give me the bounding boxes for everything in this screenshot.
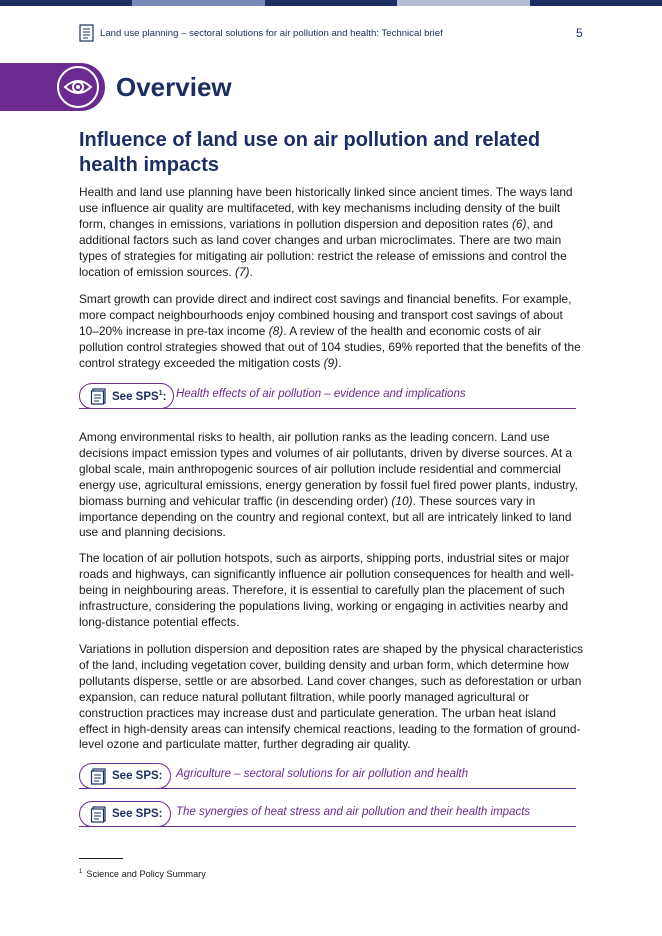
eye-icon — [57, 66, 99, 108]
sps-link[interactable]: The synergies of heat stress and air pollution and their health impacts — [176, 806, 531, 818]
citation: (8) — [268, 323, 284, 338]
sps-reference-agriculture — [79, 763, 576, 789]
footnote: $^1$ Science and Policy Summary — [79, 869, 206, 880]
paragraph-2: Smart growth can provide direct and indirect cost savings and financial benefits. For example, more compact neighbourhoods enjoy combined housing and transport cost savings of about 10–20% increase in pre-tax income (8). A review of the health and economic costs of air pollution control strategies showed that out of 104 studies, 69% reported that the benefits of the control strategy exceeded the mitigation costs (9). — [79, 292, 581, 370]
book-icon — [90, 767, 108, 785]
paragraph-5: Variations in pollution dispersion and deposition rates are shaped by the physical characteristics of the land, including vegetation cover, building density and urban form, which determine how pollutants disperse, settle or are absorbed. Land cover changes, such as deforestation or urban expansion, can reduce natural pollutant filtration, while poorly managed agricultural or construction practices may increase dust and particulate generation. The urban heat island effect in high-density areas can intensify chemical reactions, leading to the formation of ground-level ozone and particulate matter, further degrading air quality. — [79, 642, 584, 752]
top-color-bar — [0, 0, 662, 6]
footnote-rule — [79, 858, 123, 859]
sps-link[interactable]: Agriculture – sectoral solutions for air pollution and health — [176, 768, 469, 780]
sps-label: See SPS: — [112, 770, 163, 782]
citation: (6) — [511, 216, 527, 231]
sps-reference-health-effects — [79, 383, 576, 409]
page-number: 5 — [576, 26, 583, 40]
sps-label: See SPS: — [112, 808, 163, 820]
overview-title: Overview — [116, 72, 232, 102]
paragraph-4: The location of air pollution hotspots, such as airports, shipping ports, industrial sites or major roads and highways, can significantly influence air pollution consequences for health and well-being in neighbouring areas. Therefore, it is essential to carefully plan the placement of such infrastructure, considering the populations living, working or engaging in activities nearby and long-distance potential effects. — [79, 551, 575, 629]
citation: (9) — [323, 355, 339, 370]
sps-link[interactable]: Health effects of air pollution – evidence and implications — [176, 388, 466, 400]
paragraph-1: Health and land use planning have been historically linked since ancient times. The ways land use influence air quality are multifaceted, with key mechanisms including density of the built form, changes in emissions, variations in pollution dispersion and deposition rates (6), and additional factors such as land cover changes and urban microclimates. There are two main types of strategies for mitigating air pollution: restrict the release of emissions and control the location of emission sources. (7). — [79, 185, 573, 279]
sps-label: See SPS$^1$: — [112, 389, 167, 403]
paragraph-3: Among environmental risks to health, air pollution ranks as the leading concern. Land use decisions impact emission types and volumes of air pollutants, driven by diverse sources. At a global scale, main anthropogenic sources of air pollution include residential and commercial energy use, agricultural emissions, energy generation by fossil fuel fired power plants, industry, biomass burning and vehicular traffic (in descending order) (10). These sources vary in importance depending on the country and regional context, but all are intricately linked to land use and planning decisions. — [79, 430, 578, 540]
running-title: Land use planning – sectoral solutions for air pollution and health: Technical brief — [100, 27, 443, 39]
book-icon — [90, 805, 108, 823]
sps-reference-heat-stress — [79, 801, 576, 827]
citation: (10) — [391, 493, 413, 508]
sps-badge — [79, 763, 171, 789]
citation: (7) — [234, 264, 250, 279]
sps-badge — [79, 383, 174, 409]
running-header — [79, 24, 443, 42]
sps-badge — [79, 801, 171, 827]
book-icon — [90, 387, 108, 405]
section-title: Influence of land use on air pollution and related health impacts — [79, 129, 541, 176]
document-icon — [79, 24, 94, 42]
